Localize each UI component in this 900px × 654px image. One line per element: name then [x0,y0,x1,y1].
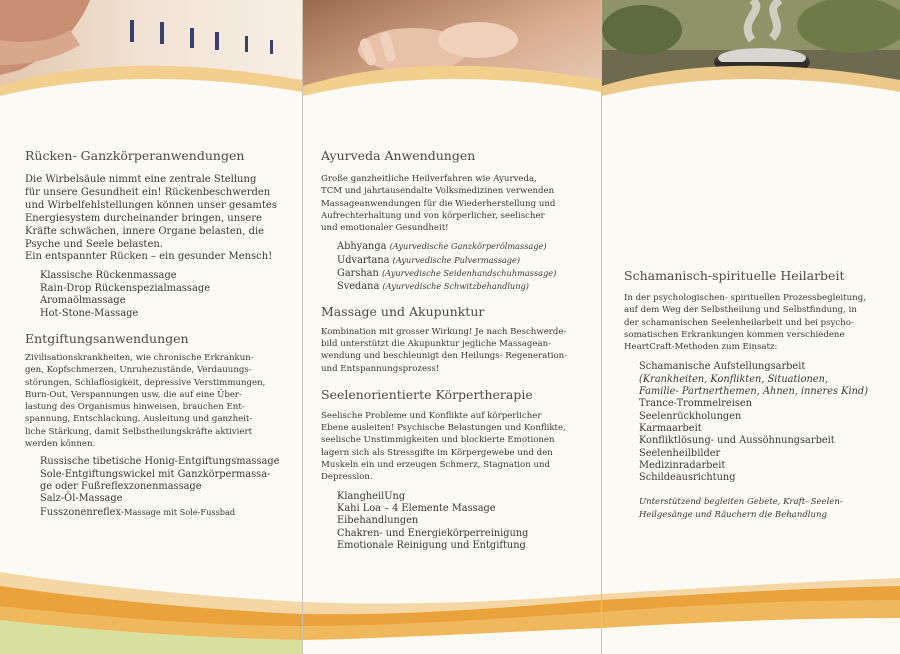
list-item [337,267,601,280]
acu-text-line: und Entspannungsprozess! [321,363,440,374]
list-item-small: Massage mit Sole-Fussbad [124,506,236,517]
panel-shamanic [602,0,900,654]
body-therapy-list [337,491,601,552]
treatment-desc: (Ayurvedische Schwitzbehandlung) [382,281,529,292]
acu-text-line: bild unterstützt die Akupunktur jegliche Massagean- [321,338,552,349]
list-item: Hot-Stone-Massage [40,307,139,319]
shamanic-intro-line: auf dem Weg der Selbstheilung und Selbstfindung, in [624,305,857,316]
list-item [337,240,601,253]
treatment-desc: (Ayurvedische Seidenhandschuhmassage) [381,268,557,279]
treatment-name: Garshan [337,268,379,280]
detox-text-line: lastung des Organismus hinweisen, brauchen Ent- [25,402,245,413]
list-item: Rain-Drop Rückenspezialmassage [40,282,211,294]
body-text-line: Ebene ausleiten! Psychische Belastungen und Konflikte, [321,423,566,434]
ayurveda-intro-line: Große ganzheitliche Heilverfahren wie Ayurveda, [321,174,537,184]
ayurveda-intro-line: und emotionaler Gesundheit! [321,223,449,234]
list-item: Trance-Trommelreisen [639,398,752,410]
acu-text-line: wendung und beschleunigt den Heilungs- Regeneration- [321,351,568,362]
list-item [337,280,601,293]
shamanic-intro-line: In der psychologischen- spirituellen Prozessbegleitung, [624,293,866,303]
list-item: Schildeausrichtung [639,472,736,484]
detox-text-line: Burn-Out, Verspannungen usw, die auf eine Über- [25,389,242,400]
ayurveda-intro-line: Aufrechterhaltung und von körperlicher, seelischer [321,210,545,221]
list-item: Kahi Loa – 4 Elemente Massage [337,502,496,514]
detox-text-line: störungen, Schlaflosigkeit, depressive Verstimmungen, [25,377,266,388]
list-item: Klassische Rückenmassage [40,270,177,282]
bottom-wave [602,556,900,654]
body-text-line: Depression. [321,472,373,483]
list-item: KlangheilUng [337,490,406,502]
body-text-line: lagern sich als Stressgifte im Körpergewebe und den [321,447,553,458]
heading-ayurveda: Ayurveda Anwendungen [321,148,476,163]
list-item: Seelenheilbilder [639,447,721,459]
smudge-bowl-photo [602,0,900,125]
panel-back-detox [0,0,302,654]
back-intro-line: und Wirbelfehlstellungen können unser gesamtes [25,199,277,211]
shamanic-intro-line: der schamanischen Seelenheilarbeit und bei psycho- [624,317,854,328]
list-item-main: Fusszonenreflex- [40,506,125,518]
treatment-desc: (Ayurvedische Ganzkörperölmassage) [389,241,547,252]
list-item: Salz-Öl-Massage [40,493,123,505]
list-item: Aromaölmassage [40,295,126,307]
treatment-name: Udvartana [337,254,390,266]
detox-text-line: Zivilisationskrankheiten, wie chronische Erkrankun- [25,352,254,363]
back-intro-line: Die Wirbelsäule nimmt eine zentrale Stellung [25,174,257,185]
body-text-line: seelische Unstimmigkeiten und blockierte Emotionen [321,435,555,446]
list-item [337,254,601,267]
list-item: ge oder Fußreflexzonenmassage [40,480,202,492]
closing-line: Unterstützend begleiten Gebete, Kraft- Seelen- [639,497,843,508]
heading-back: Rücken- Ganzkörperanwendungen [25,148,245,163]
heading-acupuncture: Massage und Akupunktur [321,303,485,319]
back-intro-line: Ein entspannter Rücken – ein gesunder Mensch! [25,251,273,263]
bottom-wave [0,556,302,654]
heading-shamanic: Schamanisch-spirituelle Heilarbeit [624,268,845,283]
list-item: Konfliktlösung- und Aussöhnungsarbeit [639,435,835,447]
list-item: Emotionale Reinigung und Entgiftung [337,539,526,551]
list-item [40,506,302,519]
detox-treatment-list [40,456,302,518]
detox-text-line: gen, Kopfschmerzen, Unruhezustände, Verdauungs- [25,365,252,376]
treatment-name: Svedana [337,281,380,293]
list-item: Eibehandlungen [337,515,419,527]
body-text-line: Seelische Probleme und Konflikte auf körperlicher [321,410,542,421]
back-intro-line: Psyche und Seele belasten. [25,238,163,250]
bottom-wave [303,556,601,654]
list-item-sub: (Krankheiten, Konflikten, Situationen, [639,373,828,385]
shamanic-intro-line: HeartCraft-Methoden zum Einsatz: [624,342,778,353]
list-item: Chakren- und Energiekörperreinigung [337,527,529,539]
heading-body-therapy: Seelenorientierte Körpertherapie [321,386,533,402]
detox-text-line: werden können. [25,439,96,450]
detox-text-line: spannung, Entschlackung, Ausleitung und ganzheit- [25,414,253,425]
shamanic-method-list [639,361,900,484]
list-item: Russische tibetische Honig-Entgiftungsmassage [40,456,280,468]
list-item: Sole-Entgiftungswickel mit Ganzkörpermassa- [40,468,271,480]
acu-text-line: Kombination mit grosser Wirkung! Je nach Beschwerde- [321,326,567,337]
detox-text-line: liche Stärkung, damit Selbstheilungskräfte aktiviert [25,426,253,437]
shamanic-intro-line: somatischen Erkrankungen kommen verschiedene [624,329,845,340]
closing-line: Heilgesänge und Räuchern die Behandlung [639,510,827,521]
back-treatment-list [40,270,302,320]
list-item: Seelenrückholungen [639,410,742,422]
back-intro-line: für unsere Gesundheit ein! Rückenbeschwerden [25,186,271,198]
list-item: Medizinradarbeit [639,459,726,471]
ayurveda-intro-line: TCM und jahrtausendalte Volksmedizinen verwenden [321,186,555,197]
treatment-name: Abhyanga [337,241,387,253]
list-item: Schamanische Aufstellungsarbeit [639,361,806,373]
treatment-desc: (Ayurvedische Pulvermassage) [392,254,521,265]
hand-massage-photo [303,0,601,125]
back-intro-line: Kräfte schwächen, innere Organe belasten, die [25,225,265,237]
body-text-line: Muskeln ein und erzeugen Schmerz, Stagnation und [321,460,551,471]
list-item: Karmaarbeit [639,422,702,434]
back-intro-line: Energiesystem durcheinander bringen, unsere [25,212,262,224]
panel-ayurveda [303,0,601,654]
back-massage-photo [0,0,302,125]
ayurveda-treatment-list [337,240,601,293]
heading-detox: Entgiftungsanwendungen [25,330,189,346]
ayurveda-intro-line: Massageanwendungen für die Wiederherstellung und [321,198,556,209]
list-item-sub: Familie- Partnerthemen, Ahnen, inneres Kind) [639,386,869,398]
